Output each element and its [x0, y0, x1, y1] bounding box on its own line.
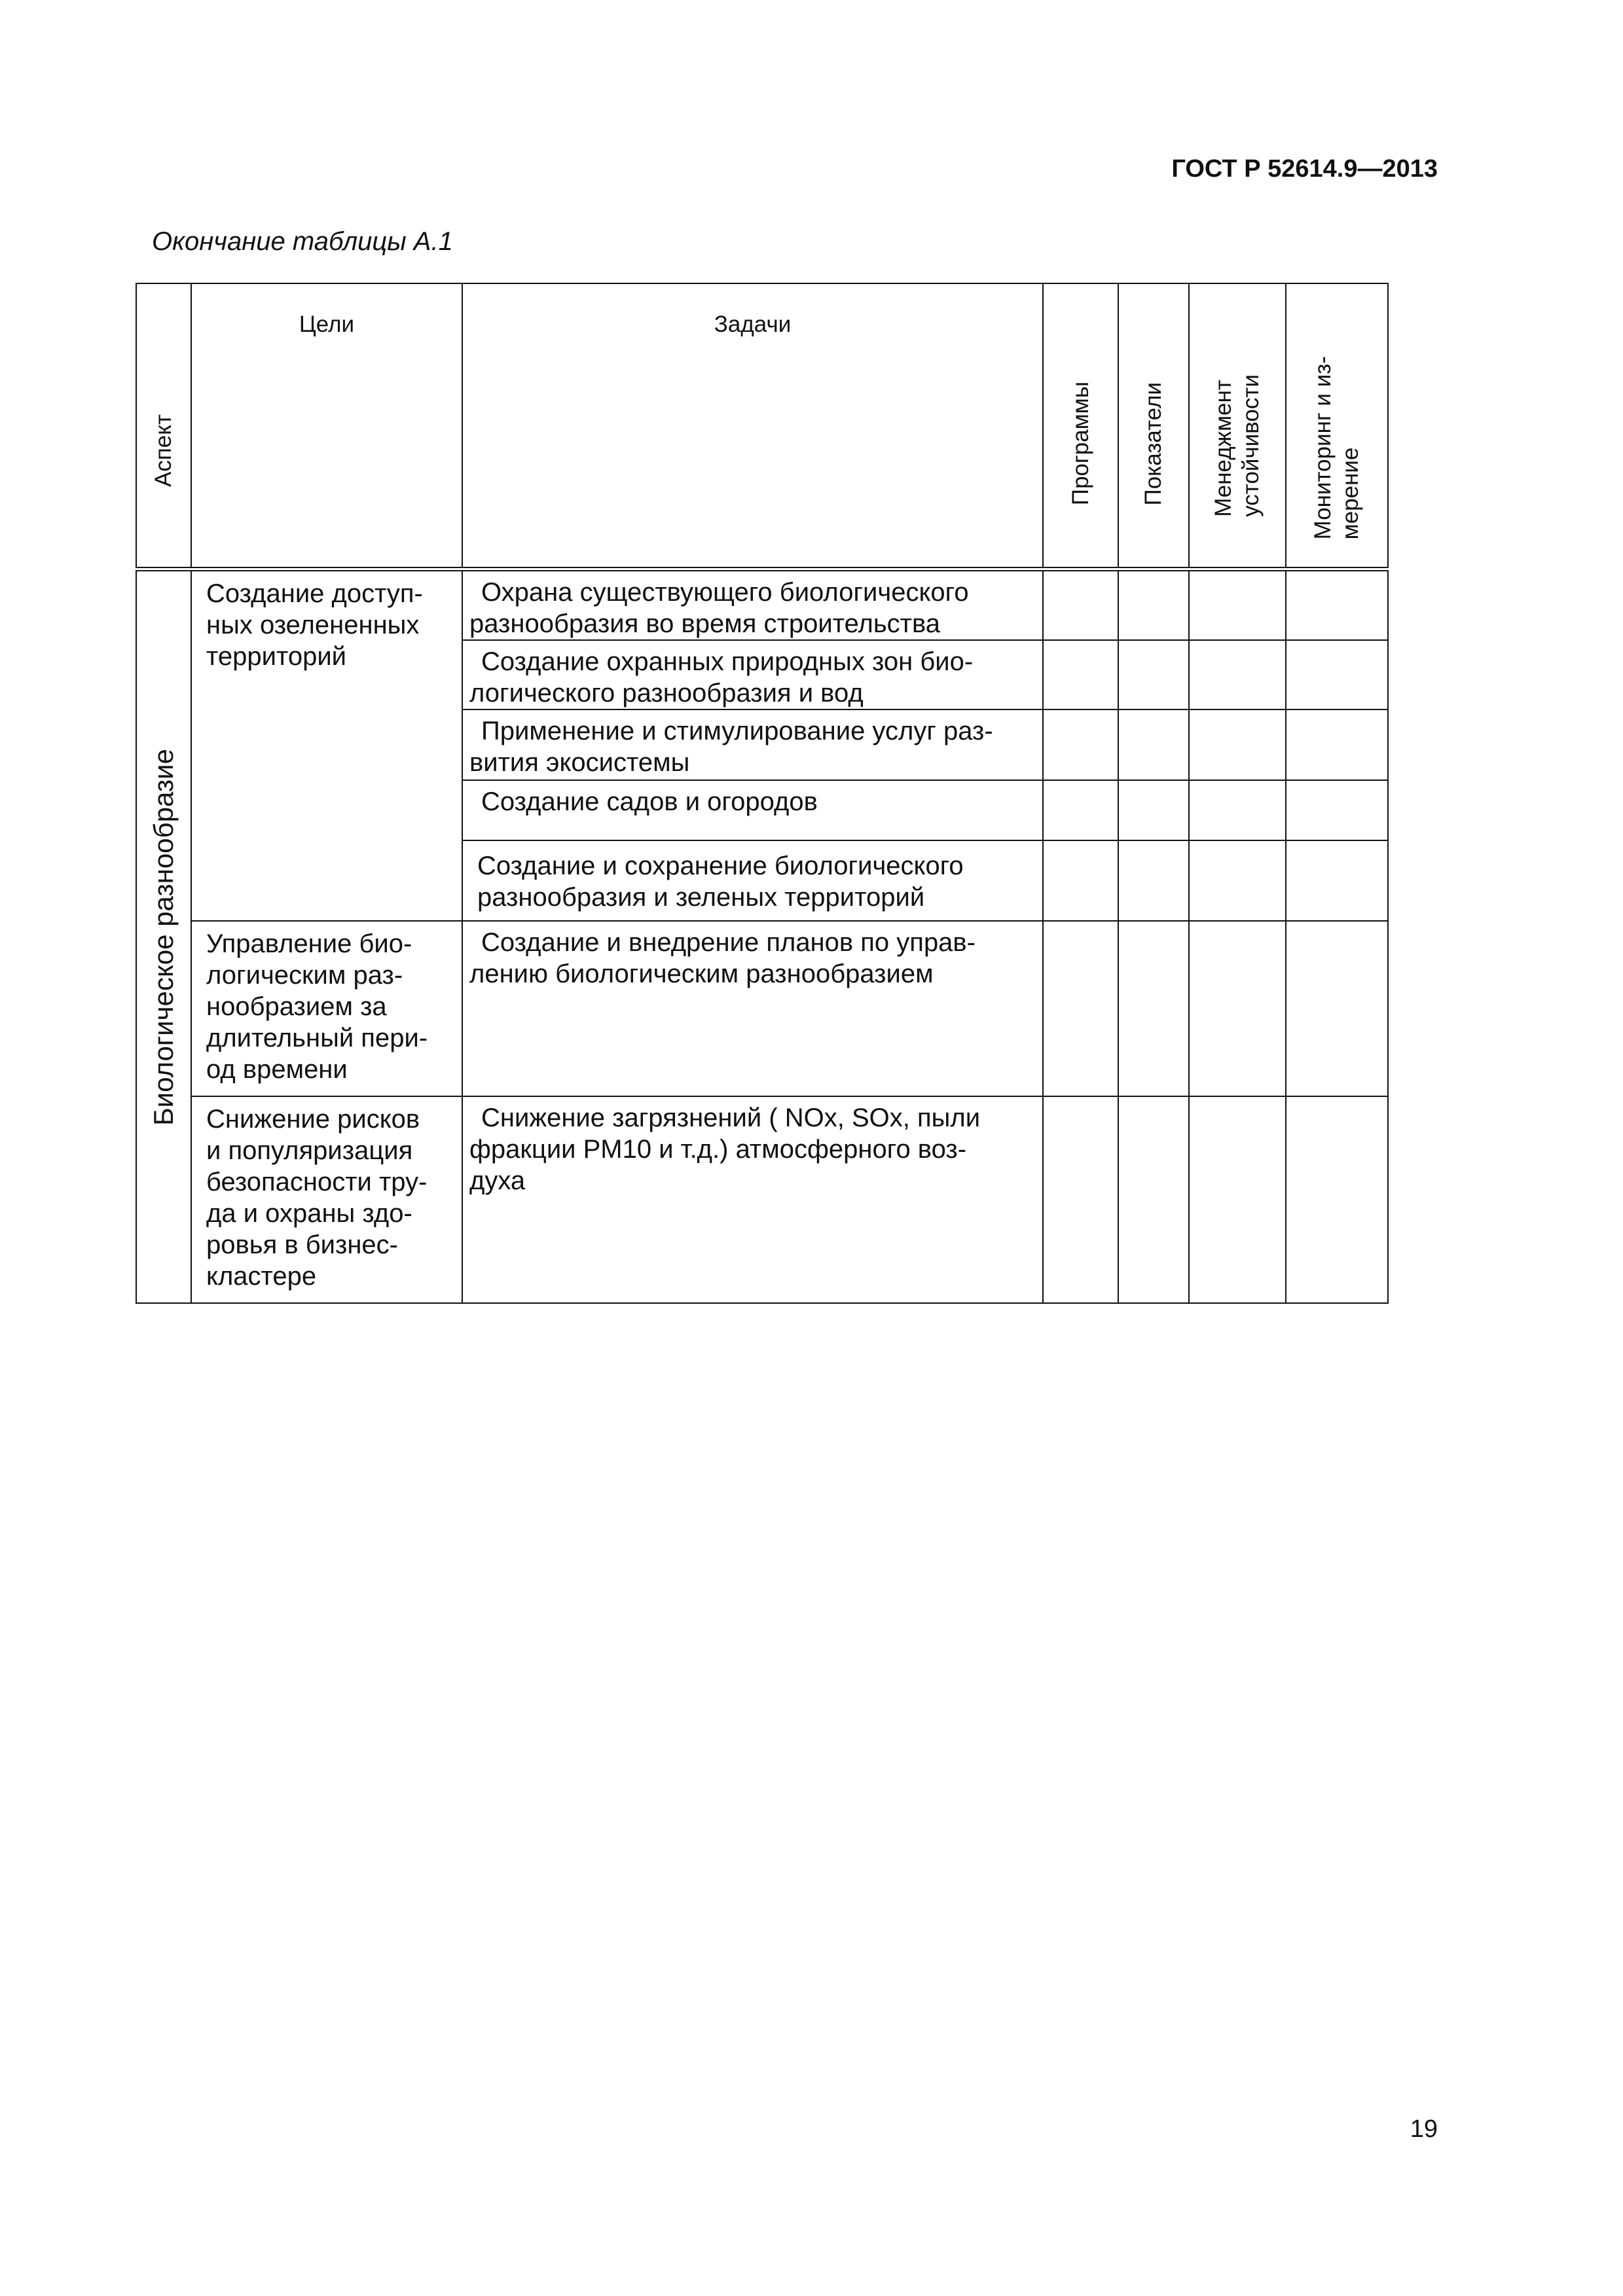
goal-line: кластере [206, 1262, 317, 1291]
task-line: вития экосистемы [469, 748, 690, 778]
empty-cell [1043, 640, 1118, 709]
table-row [136, 921, 1388, 1096]
empty-cell [1286, 709, 1388, 780]
task-line: Охрана существующего биологического [481, 578, 969, 607]
goal-line: да и охраны здо- [206, 1199, 412, 1229]
empty-cell [1118, 1096, 1189, 1303]
goals-tasks-table [136, 283, 1389, 1304]
task-line: Создание садов и огородов [481, 787, 818, 816]
goal-line: логическим раз- [206, 960, 403, 990]
goal-line: ровья в бизнес- [206, 1230, 398, 1260]
header-aspect-label: Аспект [151, 414, 176, 487]
empty-cell [1286, 921, 1388, 1096]
header-monitoring [1286, 283, 1388, 569]
empty-cell [1189, 569, 1286, 641]
table-caption: Окончание таблицы А.1 [152, 227, 453, 256]
task-cell [462, 640, 1043, 709]
empty-cell [1189, 780, 1286, 840]
goal-cell [191, 569, 462, 921]
empty-cell [1118, 569, 1189, 641]
task-line: разнообразия во время строительства [469, 609, 941, 638]
task-cell [462, 780, 1043, 840]
empty-cell [1043, 569, 1118, 641]
empty-cell [1043, 921, 1118, 1096]
goal-line: Управление био- [206, 929, 412, 958]
goal-line: ных озелененных [206, 611, 420, 639]
task-line: Снижение загрязнений ( NOx, SOx, пыли [481, 1103, 981, 1133]
empty-cell [1286, 840, 1388, 921]
empty-cell [1286, 780, 1388, 840]
header-programs-label: Программы [1067, 381, 1093, 505]
table-row [136, 569, 1388, 641]
goal-line: од времени [206, 1054, 348, 1084]
header-goals [191, 283, 462, 569]
header-aspect [136, 283, 191, 569]
empty-cell [1118, 840, 1189, 921]
task-cell [462, 921, 1043, 1096]
header-management [1189, 283, 1286, 569]
task-line: Создание охранных природных зон био- [481, 647, 974, 677]
header-monitoring-label: Мониторинг и из- мерение [1310, 355, 1363, 539]
empty-cell [1043, 709, 1118, 780]
empty-cell [1118, 640, 1189, 709]
goal-line: нообразием за [206, 992, 387, 1021]
goal-line: территорий [206, 642, 347, 671]
empty-cell [1189, 840, 1286, 921]
task-line: Создание и внедрение планов по управ- [481, 927, 976, 957]
task-line: духа [469, 1166, 526, 1196]
empty-cell [1118, 921, 1189, 1096]
empty-cell [1043, 840, 1118, 921]
table-header-row [136, 283, 1388, 569]
task-line: Создание и сохранение биологического [477, 851, 964, 880]
header-goals-label: Цели [299, 312, 355, 337]
task-cell [462, 840, 1043, 921]
table-row [136, 1096, 1388, 1303]
empty-cell [1189, 1096, 1286, 1303]
task-line: разнообразия и зеленых территорий [477, 882, 925, 912]
empty-cell [1043, 780, 1118, 840]
goal-line: безопасности тру- [206, 1168, 428, 1197]
header-indicators-label: Показатели [1140, 382, 1166, 505]
empty-cell [1189, 709, 1286, 780]
goal-line: и популяризация [206, 1136, 413, 1166]
task-line: Применение и стимулирование услуг раз- [481, 717, 993, 746]
header-programs [1043, 283, 1118, 569]
header-tasks [462, 283, 1043, 569]
header-tasks-label: Задачи [714, 312, 792, 337]
task-cell [462, 709, 1043, 780]
empty-cell [1286, 640, 1388, 709]
empty-cell [1043, 1096, 1118, 1303]
empty-cell [1189, 640, 1286, 709]
header-indicators [1118, 283, 1189, 569]
empty-cell [1118, 709, 1189, 780]
goal-cell [191, 1096, 462, 1303]
task-line: лению биологическим разнообразием [469, 959, 934, 988]
empty-cell [1189, 921, 1286, 1096]
empty-cell [1118, 780, 1189, 840]
page-number: 19 [1410, 2115, 1438, 2143]
task-line: логического разнообразия и вод [469, 679, 864, 708]
document-code: ГОСТ Р 52614.9—2013 [1171, 155, 1438, 183]
aspect-label: Биологическое разнообразие [147, 748, 179, 1126]
task-cell [462, 1096, 1043, 1303]
goal-cell [191, 921, 462, 1096]
goal-line: длительный пери- [206, 1023, 428, 1052]
task-line: фракции PM10 и т.д.) атмосферного воз- [469, 1135, 967, 1164]
goal-line: Создание доступ- [206, 579, 423, 608]
header-management-label: Менеджмент устойчивости [1211, 374, 1264, 517]
task-cell [462, 569, 1043, 641]
empty-cell [1286, 569, 1388, 641]
goal-line: Снижение рисков [206, 1105, 420, 1134]
empty-cell [1286, 1096, 1388, 1303]
aspect-cell [136, 569, 191, 1304]
